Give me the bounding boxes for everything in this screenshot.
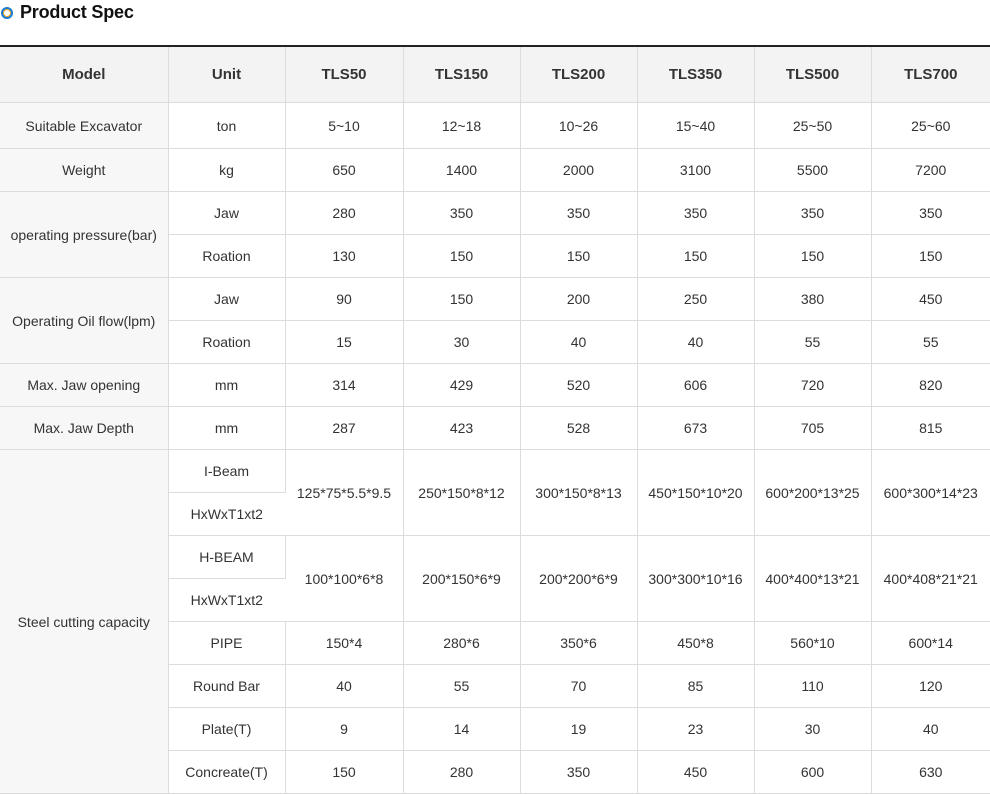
header-model-name: TLS500 [754,46,871,103]
table-cell: 120 [871,665,990,708]
table-row [0,149,990,192]
table-cell: 600*300*14*23 [871,450,990,536]
table-cell: 150 [403,278,520,321]
table-cell: 15~40 [637,103,754,149]
table-row [0,407,990,450]
table-cell: 150 [754,235,871,278]
table-cell: 10~26 [520,103,637,149]
table-row [0,103,990,149]
table-cell: 2000 [520,149,637,192]
table-cell: 40 [520,321,637,364]
table-cell: 350 [403,192,520,235]
table-cell: 250 [637,278,754,321]
table-cell: 287 [285,407,403,450]
row-unit: H-BEAM [168,536,285,579]
table-cell: 23 [637,708,754,751]
table-cell: 280 [403,751,520,794]
header-unit: Unit [168,46,285,103]
table-cell: 55 [754,321,871,364]
table-cell: 630 [871,751,990,794]
table-cell: 705 [754,407,871,450]
table-cell: 200*150*6*9 [403,536,520,622]
table-cell: 14 [403,708,520,751]
table-cell: 300*300*10*16 [637,536,754,622]
table-cell: 3100 [637,149,754,192]
row-unit: Roation [168,321,285,364]
row-unit: HxWxT1xt2 [168,579,285,622]
table-row [0,364,990,407]
row-label: Operating Oil flow(lpm) [0,278,168,364]
table-cell: 15 [285,321,403,364]
table-cell: 55 [871,321,990,364]
table-cell: 350 [520,192,637,235]
table-cell: 70 [520,665,637,708]
table-cell: 125*75*5.5*9.5 [285,450,403,536]
table-cell: 650 [285,149,403,192]
header-model-name: TLS700 [871,46,990,103]
table-cell: 600*200*13*25 [754,450,871,536]
table-cell: 30 [754,708,871,751]
table-cell: 600 [754,751,871,794]
table-cell: 85 [637,665,754,708]
row-label: Suitable Excavator [0,103,168,149]
table-cell: 9 [285,708,403,751]
row-unit: ton [168,103,285,149]
table-cell: 7200 [871,149,990,192]
table-cell: 350*6 [520,622,637,665]
table-cell: 200 [520,278,637,321]
table-cell: 820 [871,364,990,407]
table-cell: 314 [285,364,403,407]
header-model-name: TLS150 [403,46,520,103]
row-unit: kg [168,149,285,192]
table-cell: 12~18 [403,103,520,149]
row-unit: Jaw [168,278,285,321]
table-cell: 450*8 [637,622,754,665]
row-unit: Round Bar [168,665,285,708]
table-cell: 380 [754,278,871,321]
row-label: Max. Jaw Depth [0,407,168,450]
table-cell: 280*6 [403,622,520,665]
section-header [0,0,134,24]
table-cell: 150*4 [285,622,403,665]
row-unit: Jaw [168,192,285,235]
table-cell: 520 [520,364,637,407]
table-cell: 450 [871,278,990,321]
header-model-name: TLS200 [520,46,637,103]
table-cell: 30 [403,321,520,364]
table-cell: 150 [403,235,520,278]
table-cell: 280 [285,192,403,235]
table-cell: 200*200*6*9 [520,536,637,622]
table-row [0,450,990,493]
table-cell: 100*100*6*8 [285,536,403,622]
table-cell: 150 [285,751,403,794]
table-cell: 130 [285,235,403,278]
row-unit: mm [168,364,285,407]
table-cell: 250*150*8*12 [403,450,520,536]
header-model: Model [0,46,168,103]
row-unit: Plate(T) [168,708,285,751]
table-cell: 350 [754,192,871,235]
table-cell: 350 [637,192,754,235]
page-title: Product Spec [20,1,134,22]
table-cell: 429 [403,364,520,407]
row-unit: Roation [168,235,285,278]
row-unit: mm [168,407,285,450]
row-label: operating pressure(bar) [0,192,168,278]
row-label: Weight [0,149,168,192]
row-unit: Concreate(T) [168,751,285,794]
row-label: Max. Jaw opening [0,364,168,407]
table-row [0,192,990,235]
table-cell: 673 [637,407,754,450]
table-cell: 40 [285,665,403,708]
table-cell: 40 [637,321,754,364]
spec-table [0,45,990,794]
row-label: Steel cutting capacity [0,450,168,794]
table-cell: 1400 [403,149,520,192]
table-cell: 720 [754,364,871,407]
table-cell: 19 [520,708,637,751]
table-cell: 300*150*8*13 [520,450,637,536]
table-cell: 450 [637,751,754,794]
table-cell: 25~60 [871,103,990,149]
table-cell: 815 [871,407,990,450]
table-cell: 150 [520,235,637,278]
table-cell: 400*408*21*21 [871,536,990,622]
table-cell: 350 [871,192,990,235]
table-header-row [0,46,990,103]
table-cell: 600*14 [871,622,990,665]
table-cell: 528 [520,407,637,450]
table-cell: 150 [637,235,754,278]
table-row [0,278,990,321]
table-cell: 40 [871,708,990,751]
row-unit: HxWxT1xt2 [168,493,285,536]
table-cell: 25~50 [754,103,871,149]
table-cell: 560*10 [754,622,871,665]
table-cell: 110 [754,665,871,708]
row-unit: I-Beam [168,450,285,493]
table-cell: 450*150*10*20 [637,450,754,536]
header-model-name: TLS350 [637,46,754,103]
circle-bullet-icon [1,7,13,19]
table-cell: 150 [871,235,990,278]
table-cell: 350 [520,751,637,794]
table-cell: 606 [637,364,754,407]
table-cell: 423 [403,407,520,450]
header-model-name: TLS50 [285,46,403,103]
table-cell: 400*400*13*21 [754,536,871,622]
table-cell: 55 [403,665,520,708]
table-cell: 5~10 [285,103,403,149]
row-unit: PIPE [168,622,285,665]
table-cell: 90 [285,278,403,321]
table-cell: 5500 [754,149,871,192]
